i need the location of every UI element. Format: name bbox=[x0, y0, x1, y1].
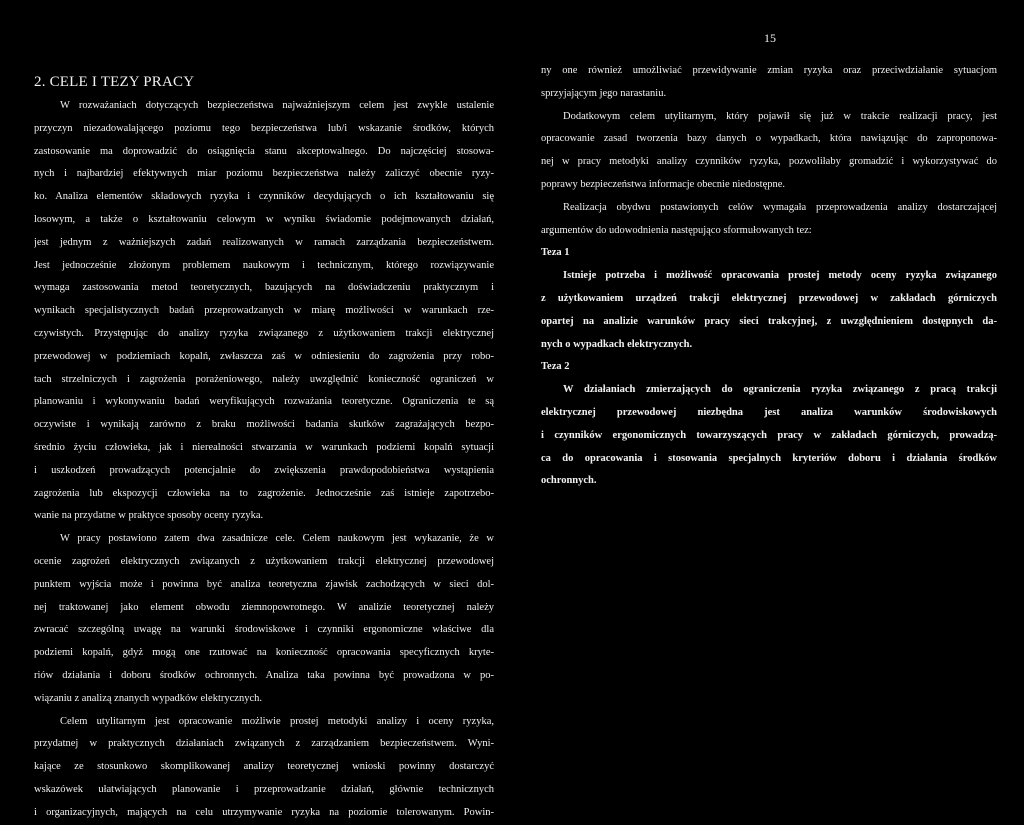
paragraph-line: ocenie zagrożeń elektrycznych związanych z użytkowaniem trakcji elektrycznej przewodowej bbox=[34, 555, 494, 567]
paragraph-line: zwracać szczególną uwagę na warunki środowiskowe i czynniki ergonomiczne właściwe dla bbox=[34, 624, 494, 636]
thesis-1-line: opartej na analizie warunków pracy sieci trakcyjnej, z uwzględnieniem dostępnych da- bbox=[541, 315, 997, 327]
paragraph-line: nej w pracy metodyki analizy czynników ryzyka, pozwoliłaby gromadzić i wykorzystywać do bbox=[541, 156, 997, 168]
paragraph-line: średnio życiu człowieka, jak i nierealności stwarzania w warunkach podziemi kopalń sytuacji bbox=[34, 441, 494, 453]
paragraph-line: jest jednym z ważniejszych zadań realizowanych w ramach zarządzania bezpieczeństwem. bbox=[34, 236, 494, 248]
paragraph-line: W pracy postawiono zatem dwa zasadnicze cele. Celem naukowym jest wykazanie, że w bbox=[60, 533, 494, 545]
paragraph-line: wiązaniu z analizą znanych wypadków elektrycznych. bbox=[34, 692, 262, 704]
paragraph-line: planowaniu i wykonywaniu badań weryfikujących rozważania teoretyczne. Ograniczenia te są bbox=[34, 396, 494, 408]
paragraph-line: ko. Analiza elementów składowych ryzyka i czynników decydujących o ich kształtowaniu się bbox=[34, 191, 494, 203]
paragraph-line: losowym, a także o kształtowaniu celowym w wyniku świadomie podejmowanych działań, bbox=[34, 213, 494, 225]
paragraph-line: wskazówek ułatwiających planowanie i przeprowadzanie działań, głównie technicznych bbox=[34, 783, 494, 795]
thesis-1-line: Istnieje potrzeba i możliwość opracowania prostej metody oceny ryzyka związanego bbox=[563, 270, 997, 282]
paragraph-line: przewodowej w podziemiach kopalń, zwłaszcza zaś w odniesieniu do zagrożenia przy robo- bbox=[34, 350, 494, 362]
paragraph-line: punktem wyjścia może i powinna być analiza teoretyczna zjawisk zachodzących w sieci dol- bbox=[34, 578, 494, 590]
paragraph-line: kające ze stosunkowo skomplikowanej analizy teoretycznej wnioski powinny dostarczyć bbox=[34, 761, 494, 773]
paragraph-line: W rozważaniach dotyczących bezpieczeństwa najważniejszym celem jest zwykle ustalenie bbox=[60, 100, 494, 111]
thesis-2-line: W działaniach zmierzających do ograniczenia ryzyka związanego z pracą trakcji bbox=[563, 384, 997, 396]
paragraph-line: Realizacja obydwu postawionych celów wymagała przeprowadzenia analizy dostarczającej bbox=[563, 201, 997, 213]
paragraph-line: czywistych. Przystępując do analizy ryzyka związanego z użytkowaniem trakcji elektrycznej bbox=[34, 327, 494, 339]
paragraph-line: wymaga zastosowania metod teoretycznych, bazujących na doświadczeniu praktycznym i bbox=[34, 282, 494, 294]
paragraph-line: Celem utylitarnym jest opracowanie możliwie prostej metodyki analizy i oceny ryzyka, bbox=[60, 715, 494, 727]
thesis-2-line: i czynników ergonomicznych towarzyszących pracy w zakładach górniczych, prowadzą- bbox=[541, 429, 997, 441]
paragraph-line: i uszkodzeń prowadzących potencjalnie do zwiększenia prawdopodobieństwa wystąpienia bbox=[34, 464, 494, 476]
paragraph-line: riów działania i doboru środków ochronnych. Analiza taka powinna być prowadzona w po- bbox=[34, 669, 494, 681]
paragraph-line: podziemi kopalń, gdyż mogą one rzutować na konieczność opracowania specyficznych kryte- bbox=[34, 647, 494, 659]
thesis-2-line: ca do opracowania i stosowania specjalnych kryteriów doboru i działania środków bbox=[541, 452, 997, 464]
paragraph-line: sprzyjającym jego narastaniu. bbox=[541, 87, 667, 99]
section-heading: 2. CELE I TEZY PRACY bbox=[34, 74, 195, 90]
paragraph-line: przyczyn niezadowalającego poziomu tego bezpieczeństwa lub/i wskazanie środków, których bbox=[34, 122, 494, 134]
paragraph-line: poprawy bezpieczeństwa informacje obecnie niedostępne. bbox=[541, 178, 786, 190]
thesis-2-line: ochronnych. bbox=[541, 475, 597, 487]
right-body-text bbox=[541, 60, 997, 493]
paragraph-line: oczywiste i wynikają zarówno z braku możliwości badania skutków zagrażających bezpo- bbox=[34, 419, 494, 431]
paragraph-line: opracowanie zasad tworzenia bazy danych o wypadkach, która nawiązując do zaproponowa- bbox=[541, 133, 997, 145]
left-body-text bbox=[34, 95, 494, 825]
paragraph-line: nej traktowanej jako element obwodu ziemnopowrotnego. W analizie teoretycznej należy bbox=[34, 601, 494, 613]
paragraph-line: wynikach specjalistycznych badań przeprowadzanych w miarę możliwości w warunkach rze- bbox=[34, 305, 494, 317]
thesis-1-line: z użytkowaniem urządzeń trakcji elektrycznej przewodowej w zakładach górniczych bbox=[541, 292, 997, 304]
paragraph-line: zagrożenia lub ekspozycji człowieka na to zagrożenie. Jednocześnie zaś istnieje zapotrzebo- bbox=[34, 487, 494, 499]
paragraph-line: zastosowanie ma doprowadzić do osiągnięcia stanu akceptowalnego. Do najczęściej stosowa- bbox=[34, 145, 494, 157]
thesis-2-line: elektrycznej przewodowej niezbędna jest analiza warunków środowiskowych bbox=[541, 406, 997, 418]
thesis-2-label: Teza 2 bbox=[541, 361, 570, 373]
paragraph-line: ny one również umożliwiać przewidywanie zmian ryzyka oraz przeciwdziałanie sytuacjom bbox=[541, 65, 997, 76]
paragraph-line: wanie na przydatne w praktyce sposoby oceny ryzyka. bbox=[34, 510, 264, 522]
thesis-1-line: nych o wypadkach elektrycznych. bbox=[541, 338, 693, 350]
paragraph-line: tach strzelniczych i zagrożenia porażeniowego, należy uwzględnić konieczność ograniczeń w bbox=[34, 373, 494, 385]
paragraph-line: argumentów do udowodnienia następująco sformułowanych tez: bbox=[541, 224, 812, 236]
paragraph-line: przydatnej w praktycznych działaniach związanych z zarządzaniem bezpieczeństwem. Wyni- bbox=[34, 738, 494, 750]
thesis-1-label: Teza 1 bbox=[541, 247, 570, 259]
paragraph-line: Jest jednocześnie złożonym problemem naukowym i technicznym, którego rozwiązywanie bbox=[34, 259, 494, 271]
paragraph-line: i organizacyjnych, mających na celu utrzymywanie ryzyka na poziomie tolerowanym. Powin- bbox=[34, 806, 494, 818]
page-number: 15 bbox=[764, 31, 776, 45]
paragraph-line: Dodatkowym celem utylitarnym, który pojawił się już w trakcie realizacji pracy, jest bbox=[563, 110, 997, 122]
paragraph-line: nych i najbardziej efektywnych miar poziomu bezpieczeństwa należy zaliczyć obecnie ryzy- bbox=[34, 168, 494, 180]
